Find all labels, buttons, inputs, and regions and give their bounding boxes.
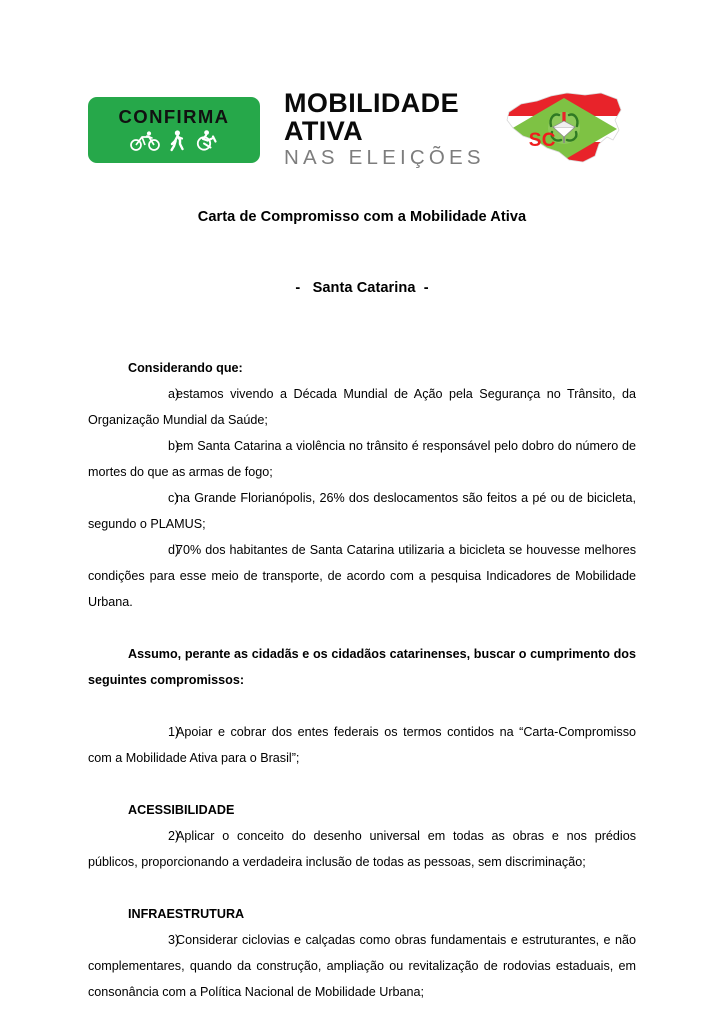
wordmark-line-nas-eleicoes: NAS ELEIÇÕES [284,145,485,169]
santa-catarina-map-icon [503,90,625,168]
item-marker: c) [168,490,179,505]
item-text: Aplicar o conceito do desenho universal em todas as obras e nos prédios públicos, proporcionando a verdadeira inclusão de todas as pessoas, sem discriminação; [88,828,636,869]
commitment-item [88,927,636,1005]
pedestrian-icon [169,130,185,152]
considerando-item [88,381,636,433]
item-marker: a) [168,386,180,401]
assumo-paragraph: Assumo, perante as cidadãs e os cidadãos catarinenses, buscar o cumprimento dos seguintes compromissos: [88,646,636,687]
mobilidade-ativa-wordmark [284,87,485,171]
wheelchair-icon [194,130,218,151]
considerando-block [88,301,636,615]
spacer [88,615,636,641]
considerando-item [88,537,636,615]
item-text: Considerar ciclovias e calçadas como obras fundamentais e estruturantes, e não complementares, quando da construção, ampliação ou revitalização de rodovias estaduais, em consonância com a Política Nacional de Mobilidade Urbana; [88,932,636,999]
spacer [88,771,636,797]
commitment-item [88,823,636,875]
wordmark-line-ativa: ATIVA [284,115,363,146]
item-text: em Santa Catarina a violência no trânsito é responsável pelo dobro do número de mortes do que as armas de fogo; [88,438,636,479]
considerando-item [88,433,636,485]
mobility-pictograms [130,130,218,152]
item-marker: b) [168,438,180,453]
confirma-badge [88,97,260,163]
wordmark-line-mobilidade: MOBILIDADE [284,87,459,118]
logo-header [88,88,636,170]
bicycle-icon [130,131,160,151]
item-marker: 1) [168,724,180,739]
item-text: estamos vivendo a Década Mundial de Ação pela Segurança no Trânsito, da Organização Mundial da Saúde; [88,386,636,427]
page-title: Carta de Compromisso com a Mobilidade Ativa [197,209,527,225]
page-subtitle: - Santa Catarina - [295,280,429,297]
considerando-heading: Considerando que: [128,360,243,375]
item-text: 70% dos habitantes de Santa Catarina utilizaria a bicicleta se houvesse melhores condições para esse meio de transporte, de acordo com a pesquisa Indicadores de Mobilidade Urbana. [88,542,636,609]
document-body [88,206,636,1005]
item-text: na Grande Florianópolis, 26% dos deslocamentos são feitos a pé ou de bicicleta, segundo o PLAMUS; [88,490,636,531]
sc-abbreviation-label: SC [528,130,556,151]
section-heading-infraestrutura: INFRAESTRUTURA [128,906,245,921]
item-text: Apoiar e cobrar dos entes federais os termos contidos na “Carta-Compromisso com a Mobilidade Ativa para o Brasil”; [88,724,636,765]
section-heading-acessibilidade: ACESSIBILIDADE [128,802,235,817]
item-marker: 3) [168,932,180,947]
confirma-label: CONFIRMA [118,106,230,128]
spacer [88,693,636,719]
spacer [88,875,636,901]
considerando-item [88,485,636,537]
commitment-item [88,719,636,771]
item-marker: d) [168,542,180,557]
item-marker: 2) [168,828,180,843]
